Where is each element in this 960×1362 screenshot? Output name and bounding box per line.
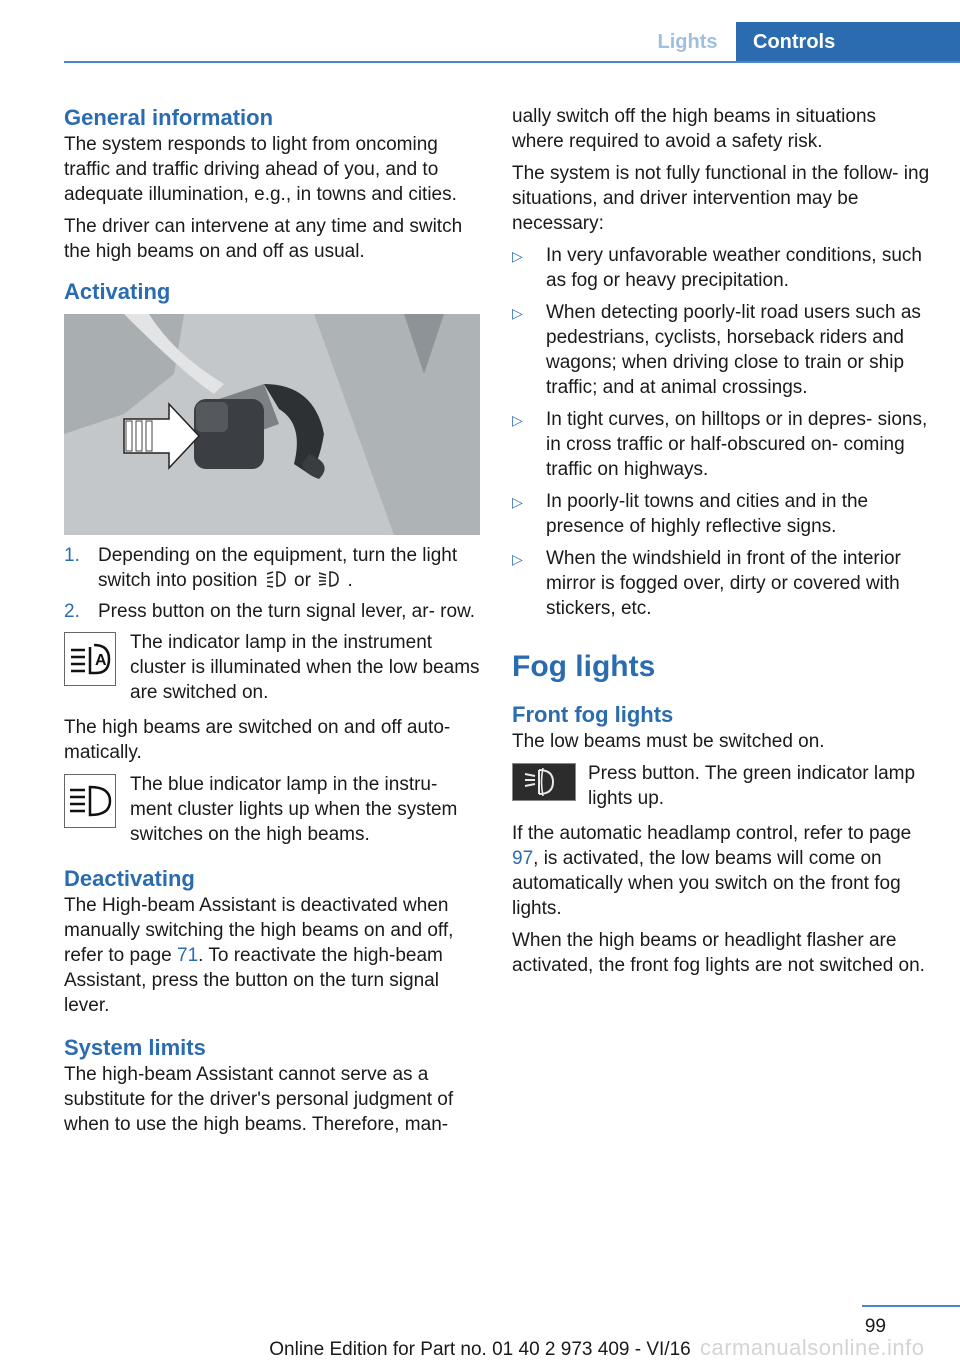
auto-headlamp-text-a: If the automatic headlamp control, refer to page xyxy=(512,823,912,844)
limits-list-item xyxy=(512,300,932,400)
footer-edition xyxy=(0,1335,960,1361)
page-97-link[interactable]: 97 xyxy=(512,848,534,869)
deactivating-text-b: . To reactivate the high-beam Assistant, press the button on the turn signal lever. xyxy=(64,945,443,1016)
triangle-bullet-icon: ▷ xyxy=(512,412,523,428)
high-beam-assistant-indicator-icon xyxy=(64,632,116,686)
footer-edition-text: Online Edition for Part no. 01 40 2 973 409 - VI/16 xyxy=(269,1339,691,1360)
limits-continuation: ually switch off the high beams in situations where required to avoid a safety risk. xyxy=(512,106,877,152)
limits-list-item xyxy=(512,407,932,482)
fog-button-text: Press button. The green indicator lamp lights up. xyxy=(588,763,916,809)
limits-list-item xyxy=(512,243,932,293)
step-1 xyxy=(64,543,482,593)
triangle-bullet-icon: ▷ xyxy=(512,305,523,321)
deactivating-heading: Deactivating xyxy=(64,866,195,891)
step-2 xyxy=(64,599,482,624)
step-1-number: 1. xyxy=(64,545,80,566)
front-fog-lights-heading: Front fog lights xyxy=(512,702,674,727)
general-paragraph-2: The driver can intervene at any time and switch the high beams on and off as usual. xyxy=(64,216,463,262)
right-column xyxy=(512,104,932,985)
turn-signal-lever-photo xyxy=(64,314,480,535)
triangle-bullet-icon: ▷ xyxy=(512,248,523,264)
activating-steps xyxy=(64,543,482,624)
automatic-headlight-icon xyxy=(263,569,289,589)
limits-intro: The system is not fully functional in the follow‐ ing situations, and driver intervention may be necessary: xyxy=(512,163,930,234)
low-beam-indicator-text: The indicator lamp in the instrument cluster is illuminated when the low beams are switched on. xyxy=(130,632,480,703)
flasher-paragraph: When the high beams or headlight flasher are activated, the front fog lights are not switched on. xyxy=(512,930,925,976)
low-beam-indicator-note xyxy=(64,630,482,705)
watermark: carmanualsonline.info xyxy=(700,1335,925,1360)
left-column xyxy=(64,104,482,1144)
limits-item-text: In tight curves, on hilltops or in depres‐ sions, in cross traffic or half-obscured on‐ coming traffic on highways. xyxy=(546,409,928,480)
step-1-or: or xyxy=(294,570,311,591)
svg-text:A: A xyxy=(95,652,107,669)
limits-item-text: In poorly-lit towns and cities and in the presence of highly reflective signs. xyxy=(546,491,869,537)
front-fog-light-button-icon xyxy=(512,763,576,801)
header-rule xyxy=(64,61,960,63)
high-beam-indicator-icon xyxy=(64,774,116,828)
auto-headlamp-paragraph xyxy=(512,821,932,921)
high-beam-indicator-text: The blue indicator lamp in the instru‐ ment cluster lights up when the system switches on the high beams. xyxy=(130,774,458,845)
general-paragraph-1: The system responds to light from oncoming traffic and traffic driving ahead of you, and to adequate illumination, e.g., in towns and cities. xyxy=(64,134,457,205)
step-1-end: . xyxy=(347,570,353,591)
page-71-link[interactable]: 71 xyxy=(177,945,199,966)
deactivating-paragraph xyxy=(64,893,482,1018)
limits-list-item xyxy=(512,489,932,539)
page-number: 99 xyxy=(864,1316,886,1337)
activating-heading: Activating xyxy=(64,279,171,304)
fog-button-note xyxy=(512,761,932,811)
general-information-heading: General information xyxy=(64,105,274,130)
triangle-bullet-icon: ▷ xyxy=(512,551,523,567)
auto-switching-text: The high beams are switched on and off auto‐ matically. xyxy=(64,717,451,763)
system-limits-paragraph: The high-beam Assistant cannot serve as a substitute for the driver's personal judgment of when to use the high beams. Therefore, man‐ xyxy=(64,1064,454,1135)
front-fog-paragraph: The low beams must be switched on. xyxy=(512,731,825,752)
step-2-text: Press button on the turn signal lever, ar‐ row. xyxy=(98,601,476,622)
limits-item-text: When detecting poorly-lit road users such as pedestrians, cyclists, horseback riders and wagons; when driving close to train or ship traffic; and at animal crossings. xyxy=(546,302,921,398)
header-tab-lights: Lights xyxy=(657,31,718,53)
header-tab-controls: Controls xyxy=(736,22,960,62)
footer-rule xyxy=(862,1305,960,1307)
triangle-bullet-icon: ▷ xyxy=(512,494,523,510)
limits-list xyxy=(512,243,932,621)
high-beam-indicator-note xyxy=(64,772,482,847)
deactivating-text-a: The High-beam Assistant is deactivated when manually switching the high beams on and off, refer to page xyxy=(64,895,454,966)
limits-item-text: In very unfavorable weather conditions, such as fog or heavy precipitation. xyxy=(546,245,922,291)
limits-list-item xyxy=(512,546,932,621)
auto-headlamp-text-b: , is activated, the low beams will come on automatically when you switch on the front fog lights. xyxy=(512,848,901,919)
turn-signal-lever-illustration xyxy=(64,314,480,535)
limits-item-text: When the windshield in front of the interior mirror is fogged over, dirty or covered with stickers, etc. xyxy=(546,548,901,619)
step-1-text: Depending on the equipment, turn the light switch into position xyxy=(98,545,458,591)
step-2-number: 2. xyxy=(64,601,80,622)
system-limits-heading: System limits xyxy=(64,1035,206,1060)
low-beam-icon xyxy=(316,569,342,589)
fog-lights-title: Fog lights xyxy=(512,650,656,683)
